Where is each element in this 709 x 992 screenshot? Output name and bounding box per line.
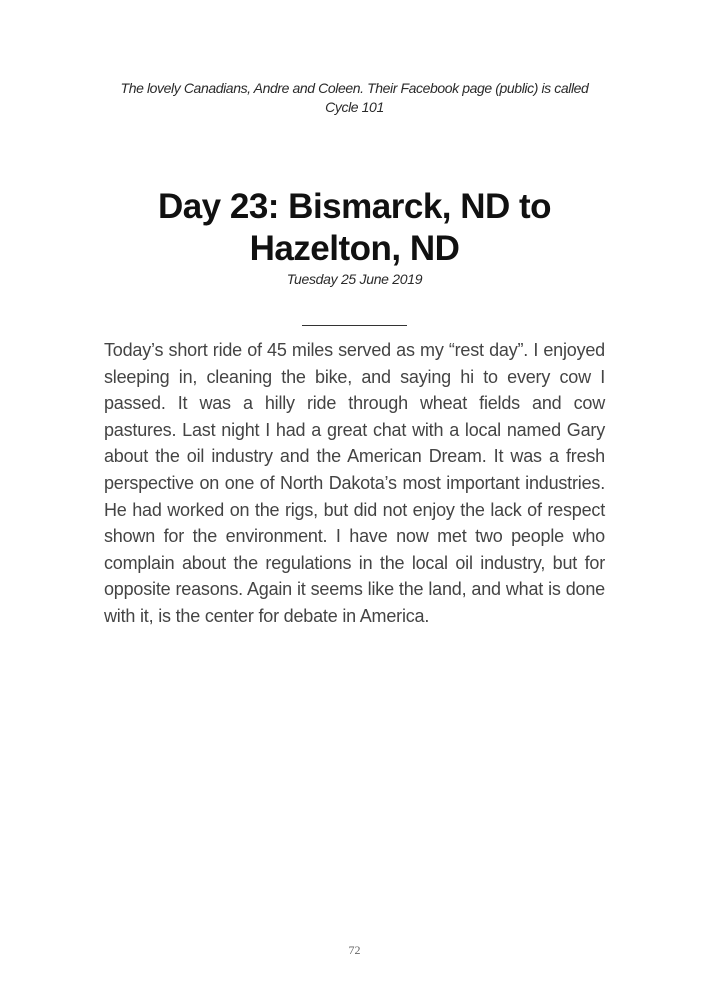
section-divider <box>302 325 407 326</box>
photo-caption: The lovely Canadians, Andre and Coleen. Their Facebook page (public) is called Cycle 101 <box>120 80 589 115</box>
entry-date: Tuesday 25 June 2019 <box>286 271 423 287</box>
entry-title: Day 23: Bismarck, ND to Hazelton, ND <box>157 187 552 268</box>
page-number: 72 <box>348 943 361 957</box>
entry-body: Today’s short ride of 45 miles served as my “rest day”. I enjoyed sleeping in, cleaning the bike, and saying hi to every cow I passed. It was a hilly ride through wheat fields and cow pastures. Last night I had a great chat with a local named Gary about the oil industry and the American Dream. It was a fresh perspective on one of North Dakota’s most important industries. He had worked on the rigs, but did not enjoy the lack of respect shown for the environment. I have now met two people who complain about the regulations in the local oil industry, but for opposite reasons. Again it seems like the land, and what is done with it, is the center for debate in America. <box>104 340 605 626</box>
